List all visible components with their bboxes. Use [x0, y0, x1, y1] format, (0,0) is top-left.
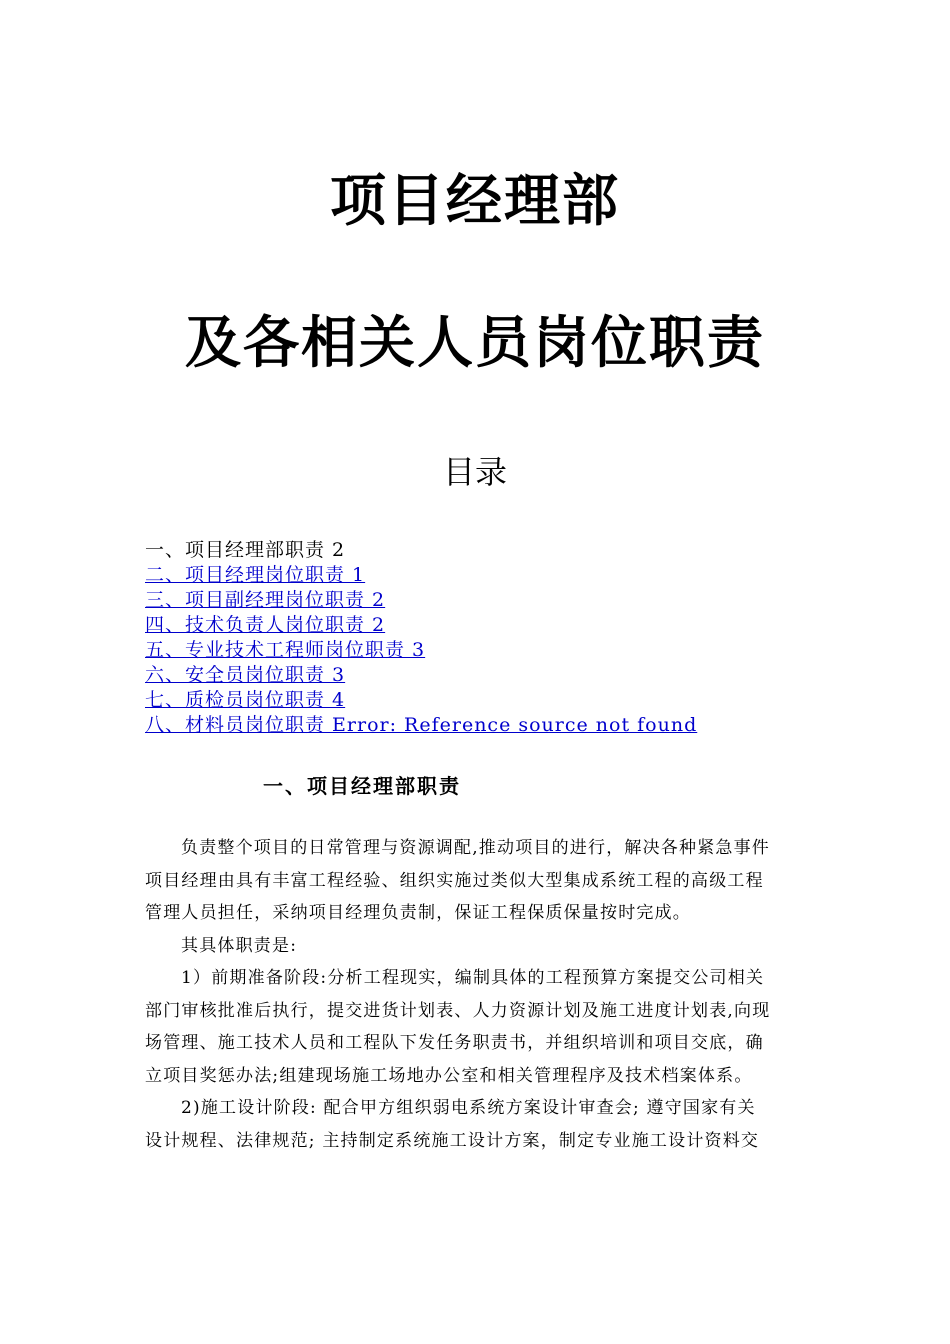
toc-item-8[interactable]: 八、材料员岗位职责 Error: Reference source not found	[145, 714, 698, 736]
toc-item-2[interactable]: 二、项目经理岗位职责 1	[145, 564, 366, 586]
toc-item-7[interactable]: 七、质检员岗位职责 4	[145, 689, 346, 711]
toc-item-5[interactable]: 五、专业技术工程师岗位职责 3	[145, 639, 426, 661]
body-text	[145, 832, 805, 1157]
body-line: 负责整个项目的日常管理与资源调配,推动项目的进行，解决各种紧急事件	[181, 838, 771, 858]
body-line: 项目经理由具有丰富工程经验、组织实施过类似大型集成系统工程的高级工程	[145, 870, 764, 891]
section-heading: 一、项目经理部职责	[263, 774, 461, 798]
table-of-contents	[145, 538, 845, 738]
body-line: 1）前期准备阶段:分析工程现实，编制具体的工程预算方案提交公司相关	[181, 968, 765, 988]
toc-item-4[interactable]: 四、技术负责人岗位职责 2	[145, 614, 386, 636]
body-line: 部门审核批准后执行，提交进货计划表、人力资源计划及施工进度计划表,向现	[145, 1000, 771, 1021]
body-line: 设计规程、法律规范; 主持制定系统施工设计方案，制定专业施工设计资料交	[145, 1130, 760, 1151]
toc-title: 目录	[442, 453, 507, 491]
body-line: 场管理、施工技术人员和工程队下发任务职责书，并组织培训和项目交底，确	[145, 1033, 764, 1053]
toc-item-6[interactable]: 六、安全员岗位职责 3	[145, 664, 346, 686]
toc-item-1[interactable]: 一、项目经理部职责 2	[145, 539, 346, 561]
body-line: 2)施工设计阶段: 配合甲方组织弱电系统方案设计审查会; 遵守国家有关	[181, 1098, 756, 1118]
body-line: 其具体职责是:	[181, 935, 298, 956]
body-line: 管理人员担任，采纳项目经理负责制，保证工程保质保量按时完成。	[145, 903, 691, 923]
toc-item-3[interactable]: 三、项目副经理岗位职责 2	[145, 589, 386, 611]
body-line: 立项目奖惩办法;组建现场施工场地办公室和相关管理程序及技术档案体系。	[145, 1065, 753, 1086]
document-title-line1: 项目经理部	[330, 169, 620, 234]
document-title-line2: 及各相关人员岗位职责	[185, 311, 765, 376]
